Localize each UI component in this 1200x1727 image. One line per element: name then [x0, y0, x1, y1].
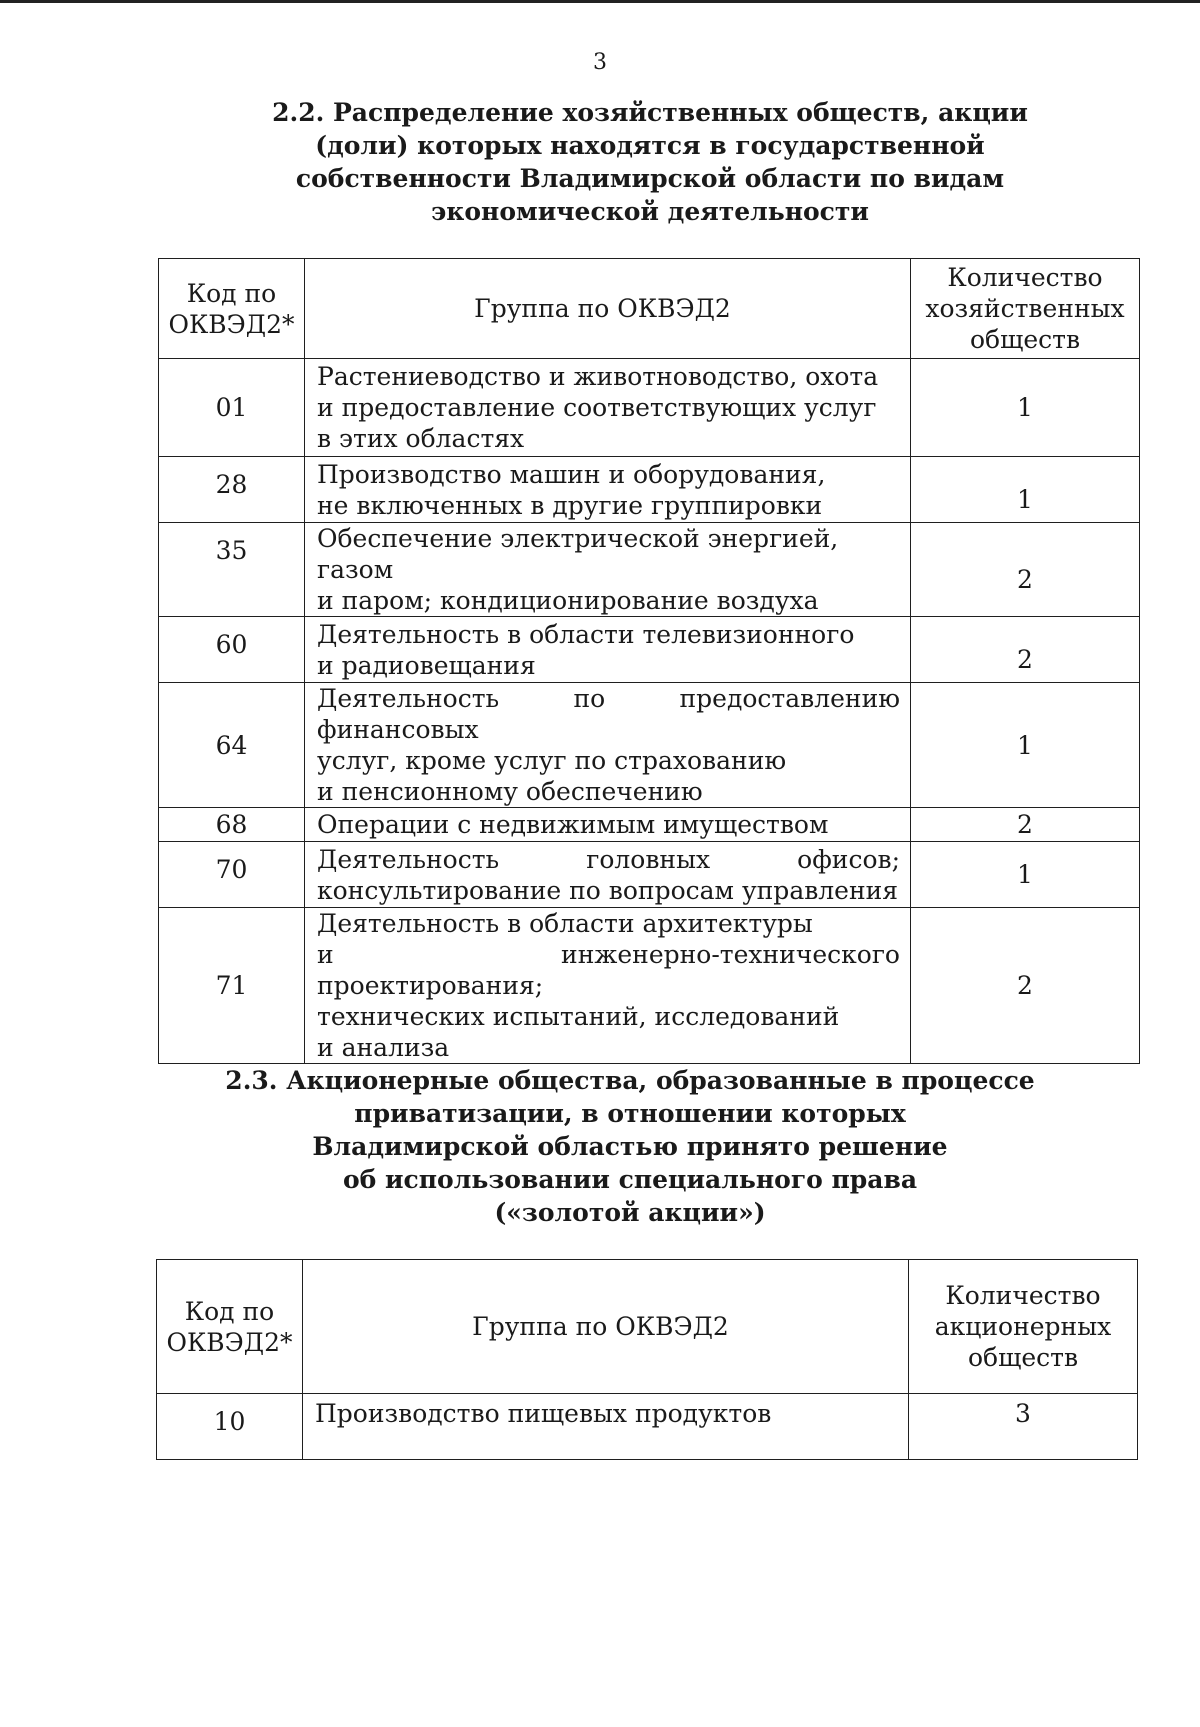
row-code: 64: [159, 683, 305, 808]
okved-table-22: [158, 258, 1140, 1064]
title-line: приватизации, в отношении которых: [354, 1099, 906, 1128]
row-code: 35: [159, 523, 305, 617]
table-row: [159, 683, 1140, 808]
table-header-row: [159, 259, 1140, 359]
header-code: Код по ОКВЭД2*: [157, 1260, 303, 1394]
row-count: 1: [911, 683, 1140, 808]
table-row: [159, 808, 1140, 842]
table-row: [159, 617, 1140, 683]
row-code: 60: [159, 617, 305, 683]
row-code: 01: [159, 359, 305, 457]
header-group: Группа по ОКВЭД2: [305, 259, 911, 359]
row-group: Деятельность в области телевизионного и радиовещания: [305, 617, 911, 683]
top-rule: [0, 0, 1200, 3]
header-count: Количество хозяйственных обществ: [911, 259, 1140, 359]
table-row: [157, 1394, 1138, 1460]
header-group: Группа по ОКВЭД2: [303, 1260, 909, 1394]
section-22-title: [160, 96, 1140, 228]
section-23-title: [140, 1064, 1120, 1229]
row-code: 28: [159, 457, 305, 523]
table-header-row: [157, 1260, 1138, 1394]
row-group: Растениеводство и животноводство, охота и предоставление соответствующих услуг в этих областях: [305, 359, 911, 457]
title-line: (доли) которых находятся в государственной: [315, 131, 985, 160]
title-line: собственности Владимирской области по видам: [295, 164, 1005, 193]
title-line: экономической деятельности: [431, 197, 869, 226]
header-count: Количество акционерных обществ: [909, 1260, 1138, 1394]
title-line: 2.3. Акционерные общества, образованные в процессе: [225, 1066, 1035, 1095]
row-count: 2: [911, 908, 1140, 1064]
row-code: 68: [159, 808, 305, 842]
title-line: («золотой акции»): [494, 1198, 766, 1227]
row-count: 1: [911, 842, 1140, 908]
row-group: Обеспечение электрической энергией, газом и паром; кондиционирование воздуха: [305, 523, 911, 617]
title-line: об использовании специального права: [342, 1165, 918, 1194]
table-row: [159, 359, 1140, 457]
table-row: [159, 842, 1140, 908]
header-code: Код по ОКВЭД2*: [159, 259, 305, 359]
row-group: Деятельность в области архитектуры и инженерно-технического проектирования; технических испытаний, исследований и анализа: [305, 908, 911, 1064]
title-line: 2.2. Распределение хозяйственных обществ, акции: [272, 98, 1028, 127]
title-line: Владимирской областью принято решение: [312, 1132, 948, 1161]
row-group: Производство пищевых продуктов: [303, 1394, 909, 1460]
row-count: 1: [911, 457, 1140, 523]
page-number: 3: [593, 50, 607, 75]
row-count: 2: [911, 808, 1140, 842]
okved-table-23: [156, 1259, 1138, 1460]
row-count: 2: [911, 617, 1140, 683]
row-group: Деятельность головных офисов; консультирование по вопросам управления: [305, 842, 911, 908]
row-code: 10: [157, 1394, 303, 1460]
table-row: [159, 908, 1140, 1064]
row-count: 2: [911, 523, 1140, 617]
row-count: 1: [911, 359, 1140, 457]
table-row: [159, 457, 1140, 523]
table-row: [159, 523, 1140, 617]
row-group: Деятельность по предоставлению финансовых услуг, кроме услуг по страхованию и пенсионному обеспечению: [305, 683, 911, 808]
row-group: Операции с недвижимым имуществом: [305, 808, 911, 842]
row-code: 71: [159, 908, 305, 1064]
row-count: 3: [909, 1394, 1138, 1460]
row-group: Производство машин и оборудования, не включенных в другие группировки: [305, 457, 911, 523]
row-code: 70: [159, 842, 305, 908]
